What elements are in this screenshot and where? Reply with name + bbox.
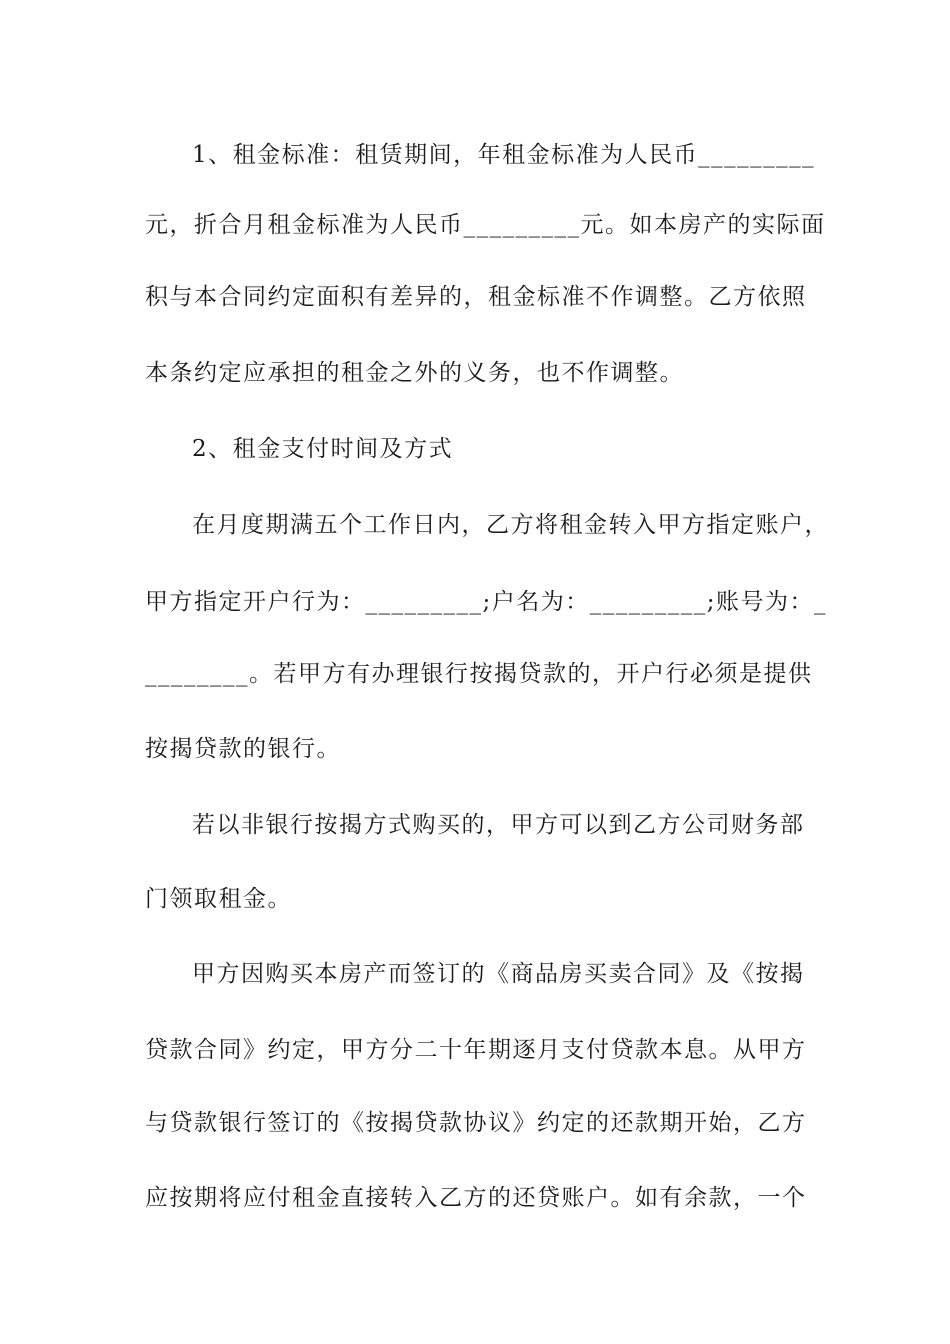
text-line-9: 按揭贷款的银行。 [145,736,341,762]
section-heading-payment: 2、租金支付时间及方式 [192,436,454,462]
text-line-6: 在月度期满五个工作日内，乙方将租金转入甲方指定账户， [192,512,829,538]
text-line-11: 门领取租金。 [145,886,292,912]
text-line-12: 甲方因购买本房产而签订的《商品房买卖合同》及《按揭 [192,961,805,987]
text-line-3: 积与本合同约定面积有差异的，租金标准不作调整。乙方依照 [145,284,807,310]
text-line-4: 本条约定应承担的租金之外的义务，也不作调整。 [145,360,684,386]
text-line-7: 甲方指定开户行为：_________;户名为：_________;账号为：_ [145,589,827,615]
text-line-2: 元，折合月租金标准为人民币_________元。如本房产的实际面 [145,212,826,238]
text-line-1: 1、租金标准：租赁期间，年租金标准为人民币_________ [192,142,816,168]
text-line-13: 贷款合同》约定，甲方分二十年期逐月支付贷款本息。从甲方 [145,1037,807,1063]
text-line-14: 与贷款银行签订的《按揭贷款协议》约定的还款期开始，乙方 [145,1110,807,1136]
text-line-15: 应按期将应付租金直接转入乙方的还贷账户。如有余款，一个 [145,1185,807,1211]
text-line-8: ________。若甲方有办理银行按揭贷款的，开户行必须是提供 [145,661,813,687]
text-line-10: 若以非银行按揭方式购买的，甲方可以到乙方公司财务部 [192,812,805,838]
